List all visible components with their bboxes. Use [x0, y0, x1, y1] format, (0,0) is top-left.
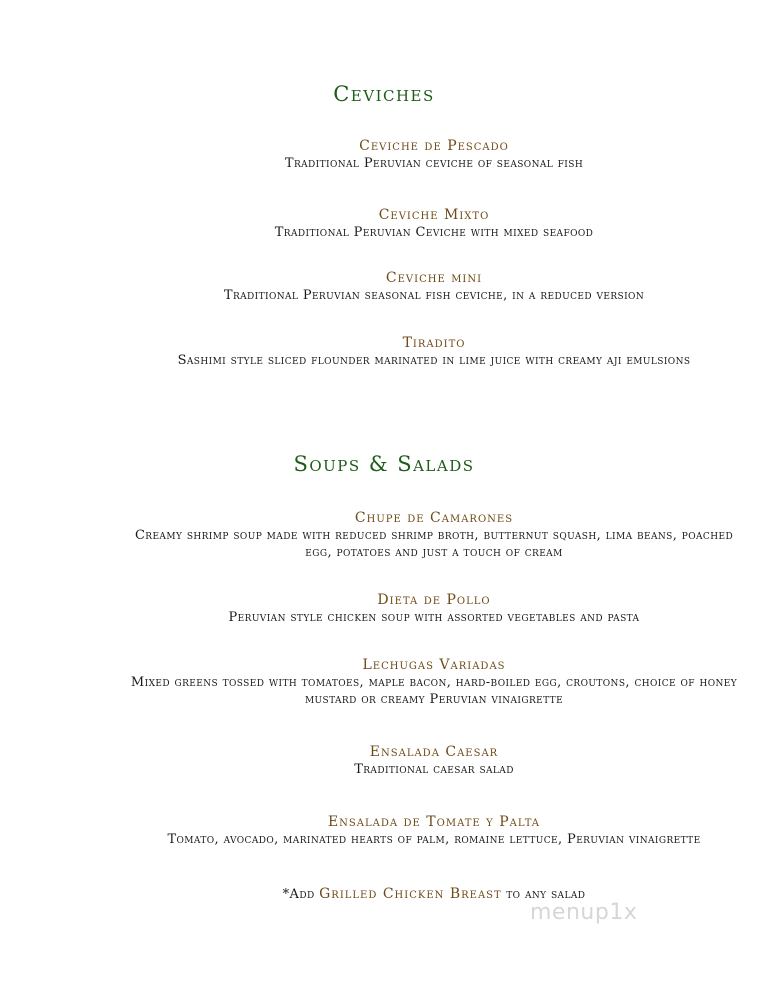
- section-title-ceviches: Ceviches: [333, 82, 435, 106]
- item-description: Traditional Peruvian Ceviche with mixed seafood: [274, 225, 594, 240]
- item-name: Ceviche mini: [385, 270, 483, 286]
- menu-item-ceviche-mixto: [120, 206, 748, 241]
- item-name: Tiradito: [402, 335, 466, 351]
- watermark: menup1x: [530, 900, 638, 925]
- menu-item-ensalada-de-tomate-y-palta: [120, 813, 748, 848]
- item-name: Ensalada de Tomate y Palta: [327, 814, 541, 830]
- item-name: Ensalada Caesar: [369, 744, 499, 760]
- menu-item-ceviche-de-pescado: [120, 137, 748, 172]
- item-description: Traditional Peruvian ceviche of seasonal fish: [284, 156, 584, 171]
- menu-item-dieta-de-pollo: [120, 591, 748, 626]
- item-description: Traditional Peruvian seasonal fish ceviche, in a reduced version: [223, 288, 645, 303]
- note-highlight: Grilled Chicken Breast: [319, 886, 502, 902]
- item-name: Ceviche Mixto: [378, 207, 490, 223]
- menu-item-tiradito: [120, 334, 748, 369]
- note-suffix: to any salad: [506, 887, 586, 902]
- item-description: Creamy shrimp soup made with reduced shrimp broth, butternut squash, lima beans, poached egg, potatoes and just a touch of cream: [134, 528, 734, 560]
- item-name: Lechugas Variadas: [362, 657, 506, 673]
- item-description: Traditional caesar salad: [354, 762, 514, 777]
- item-description: Sashimi style sliced flounder marinated in lime juice with creamy aji emulsions: [177, 353, 691, 368]
- menu-item-lechugas-variadas: [120, 656, 748, 708]
- item-description: Peruvian style chicken soup with assorted vegetables and pasta: [228, 610, 640, 625]
- note-prefix: *Add: [282, 887, 315, 902]
- menu-item-chupe-de-camarones: [120, 509, 748, 561]
- item-description: Tomato, avocado, marinated hearts of palm, romaine lettuce, Peruvian vinaigrette: [167, 832, 701, 847]
- section-title-soups-salads: Soups & Salads: [293, 452, 475, 476]
- item-name: Ceviche de Pescado: [359, 138, 509, 154]
- menu-item-ceviche-mini: [120, 269, 748, 304]
- item-name: Dieta de Pollo: [377, 592, 491, 608]
- salad-add-on-note: [120, 886, 748, 902]
- item-description: Mixed greens tossed with tomatoes, maple bacon, hard-boiled egg, croutons, choice of honey mustard or creamy Peruvian vinaigrette: [130, 675, 738, 707]
- menu-item-ensalada-caesar: [120, 743, 748, 778]
- item-name: Chupe de Camarones: [354, 510, 514, 526]
